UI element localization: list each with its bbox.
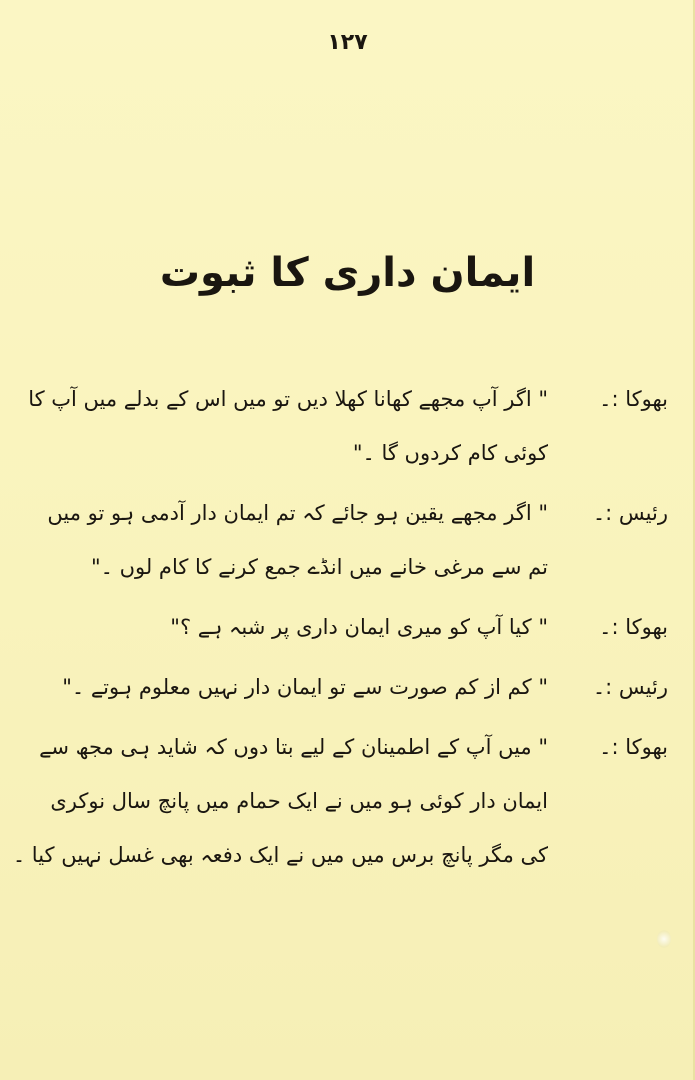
page-number: ۱۲۷: [327, 30, 368, 55]
page-title: ایمان داری کا ثبوت: [159, 250, 536, 296]
dialogue: [12, 372, 668, 888]
dialogue-entry: [28, 600, 668, 654]
speech: [13, 720, 548, 882]
speech-line: کوئی کام کردوں گا ۔": [352, 441, 548, 465]
speaker-label: بھوکا :۔: [599, 387, 668, 411]
speech-line: ایمان دار کوئی ہو میں نے ایک حمام میں پانچ سال نوکری: [50, 789, 548, 813]
speaker-label: رئیس :۔: [592, 675, 668, 699]
speech: [28, 660, 548, 714]
dialogue-entry: [28, 372, 668, 480]
speech-line: تم سے مرغی خانے میں انڈے جمع کرنے کا کام لوں ۔": [90, 555, 548, 579]
speech-line: " اگر آپ مجھے کھانا کھلا دیں تو میں اس کے بدلے میں آپ کا: [28, 387, 548, 411]
speech: [28, 486, 548, 594]
speech-line: " اگر مجھے یقین ہو جائے کہ تم ایمان دار آدمی ہو تو میں: [47, 501, 548, 525]
paper-blemish: [657, 930, 671, 948]
speaker-label: رئیس :۔: [592, 501, 668, 525]
speech: [28, 600, 548, 654]
dialogue-entry: [12, 720, 668, 882]
speech-line: " میں آپ کے اطمینان کے لیے بتا دوں کہ شاید ہی مجھ سے: [39, 735, 548, 759]
speaker-label: بھوکا :۔: [599, 735, 668, 759]
speech-line: " کیا آپ کو میری ایمان داری پر شبہ ہے ؟": [170, 615, 548, 639]
dialogue-entry: [28, 660, 668, 714]
speech-line: کی مگر پانچ برس میں میں نے ایک دفعہ بھی غسل نہیں کیا ۔: [12, 843, 548, 867]
speech-line: " کم از کم صورت سے تو ایمان دار نہیں معلوم ہوتے ۔": [62, 675, 548, 699]
speaker-label: بھوکا :۔: [599, 615, 668, 639]
speech: [28, 372, 548, 480]
dialogue-entry: [28, 486, 668, 594]
